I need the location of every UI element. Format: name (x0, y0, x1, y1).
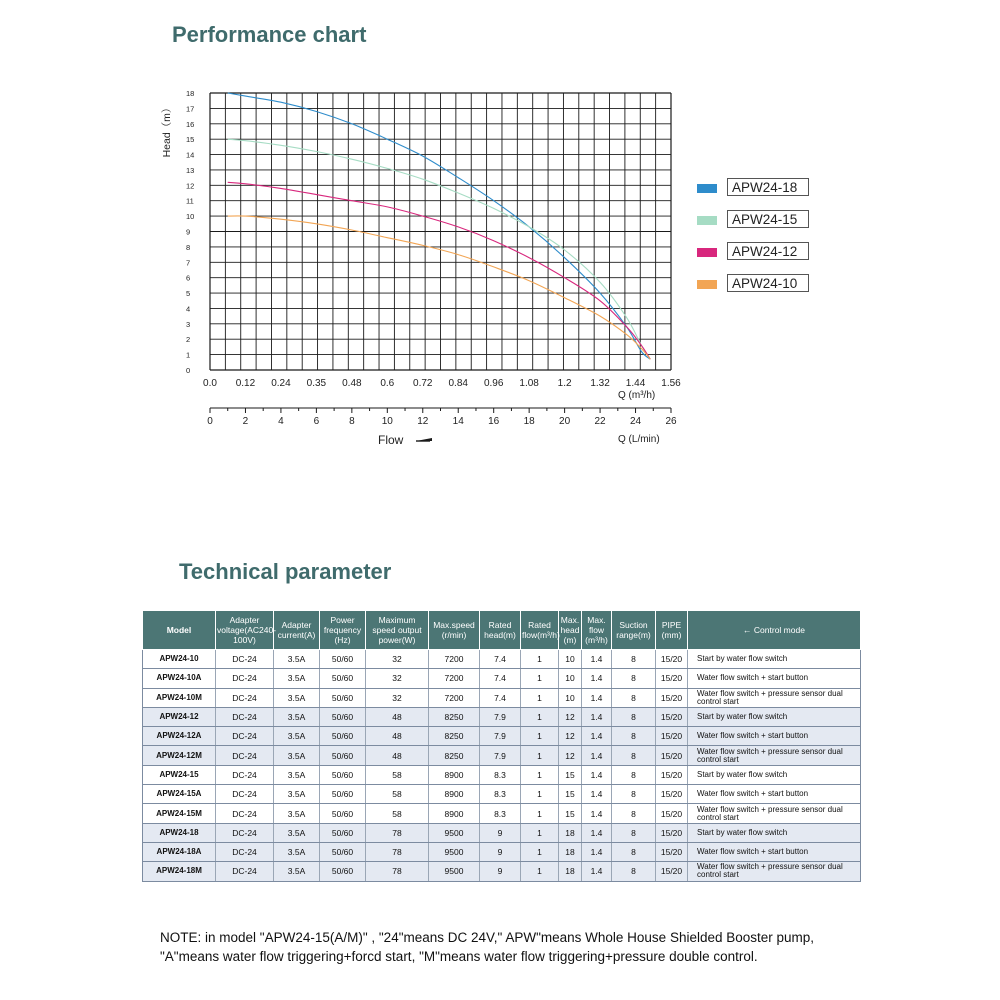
table-cell: 1.4 (582, 842, 612, 861)
table-cell: 50/60 (320, 765, 366, 784)
table-cell: 1.4 (582, 785, 612, 804)
y-tick-label: 15 (186, 135, 195, 145)
table-cell: DC-24 (216, 650, 274, 669)
table-cell: 1 (521, 650, 559, 669)
table-cell: 8250 (429, 727, 480, 746)
table-cell: 10 (559, 650, 582, 669)
table-cell: 1 (521, 765, 559, 784)
table-cell: 50/60 (320, 862, 366, 881)
table-row (143, 650, 861, 669)
x-tick-label: 1.32 (590, 378, 610, 389)
table-cell: 3.5A (274, 804, 320, 823)
secondary-tick-label: 8 (349, 416, 355, 427)
table-cell: DC-24 (216, 842, 274, 861)
table-cell: 1.4 (582, 765, 612, 784)
table-cell: 8 (612, 727, 656, 746)
table-cell: 7200 (429, 688, 480, 707)
secondary-tick-label: 4 (278, 416, 284, 427)
table-cell: 12 (559, 746, 582, 765)
table-cell: DC-24 (216, 823, 274, 842)
table-cell: 1 (521, 707, 559, 726)
table-cell: Water flow switch + start button (688, 727, 861, 746)
table-cell: 7.4 (480, 688, 521, 707)
table-cell: Water flow switch + pressure sensor dual control start (688, 688, 861, 707)
table-cell: 8 (612, 746, 656, 765)
table-cell: 1.4 (582, 804, 612, 823)
table-cell: APW24-12M (143, 746, 216, 765)
table-cell: 9500 (429, 823, 480, 842)
table-cell: 7200 (429, 650, 480, 669)
table-cell: 1 (521, 842, 559, 861)
table-cell: 50/60 (320, 688, 366, 707)
series-line-apw24-12 (228, 182, 651, 359)
secondary-tick-label: 20 (559, 416, 571, 427)
table-cell: 1 (521, 804, 559, 823)
table-cell: 50/60 (320, 804, 366, 823)
y-tick-label: 14 (186, 150, 195, 160)
x-tick-label: 0.12 (235, 378, 256, 389)
table-cell: APW24-12 (143, 707, 216, 726)
legend-label: APW24-10 (727, 274, 809, 292)
y-tick-label: 13 (186, 165, 195, 175)
table-cell: APW24-18A (143, 842, 216, 861)
table-cell: 1 (521, 862, 559, 881)
table-cell: 8 (612, 785, 656, 804)
column-header: Suction range(m) (612, 611, 656, 650)
table-cell: APW24-18 (143, 823, 216, 842)
table-cell: 7.9 (480, 727, 521, 746)
table-cell: 9 (480, 862, 521, 881)
table-cell: 3.5A (274, 727, 320, 746)
x-tick-label: 1.56 (661, 378, 681, 389)
table-cell: 7.9 (480, 746, 521, 765)
table-cell: 3.5A (274, 746, 320, 765)
table-row (143, 862, 861, 881)
secondary-tick-label: 0 (207, 416, 213, 427)
table-cell: 1 (521, 823, 559, 842)
table-cell: 50/60 (320, 650, 366, 669)
column-header: Max. head (m) (559, 611, 582, 650)
x-tick-label: 1.44 (625, 378, 646, 389)
table-cell: 1.4 (582, 862, 612, 881)
table-cell: 8.3 (480, 765, 521, 784)
table-cell: 8250 (429, 707, 480, 726)
model-note (160, 928, 900, 966)
table-cell: 58 (366, 765, 429, 784)
x-tick-label: 0.6 (380, 378, 395, 389)
table-cell: 58 (366, 785, 429, 804)
y-tick-label: 11 (186, 196, 194, 206)
table-cell: 10 (559, 688, 582, 707)
table-cell: 7.9 (480, 707, 521, 726)
table-cell: 1.4 (582, 688, 612, 707)
table-cell: 32 (366, 688, 429, 707)
table-cell: DC-24 (216, 727, 274, 746)
table-cell: 1.4 (582, 650, 612, 669)
table-cell: 8900 (429, 785, 480, 804)
y-tick-label: 5 (186, 289, 191, 299)
table-cell: 3.5A (274, 823, 320, 842)
table-cell: 1 (521, 727, 559, 746)
table-cell: 8 (612, 669, 656, 688)
column-header: Max.speed (r/min) (429, 611, 480, 650)
column-header: PIPE (mm) (656, 611, 688, 650)
table-cell: DC-24 (216, 804, 274, 823)
table-cell: 1 (521, 785, 559, 804)
table-cell: 9500 (429, 862, 480, 881)
secondary-tick-label: 24 (629, 416, 642, 427)
y-tick-label: 9 (186, 227, 191, 237)
series-line-apw24-18 (228, 93, 651, 359)
column-header: Max. flow (m³/h) (582, 611, 612, 650)
table-cell: 1.4 (582, 727, 612, 746)
y-tick-label: 2 (186, 335, 191, 345)
legend-swatch (697, 184, 717, 193)
table-cell: 15/20 (656, 862, 688, 881)
table-cell: 8 (612, 823, 656, 842)
table-cell: Water flow switch + start button (688, 785, 861, 804)
table-cell: 3.5A (274, 650, 320, 669)
column-header: Model (143, 611, 216, 650)
table-row (143, 688, 861, 707)
table-cell: 1 (521, 688, 559, 707)
table-header-row (143, 611, 861, 650)
y-tick-label: 4 (186, 304, 191, 314)
table-cell: 8.3 (480, 785, 521, 804)
flow-label: Flow (378, 433, 404, 447)
table-cell: APW24-10M (143, 688, 216, 707)
table-cell: 32 (366, 650, 429, 669)
y-tick-label: 1 (186, 350, 191, 360)
table-cell: 50/60 (320, 746, 366, 765)
table-cell: 1.4 (582, 746, 612, 765)
table-cell: 18 (559, 823, 582, 842)
x-tick-label: 0.35 (306, 378, 327, 389)
table-cell: 48 (366, 727, 429, 746)
column-header: Rated head(m) (480, 611, 521, 650)
table-cell: 15 (559, 785, 582, 804)
table-cell: Water flow switch + start button (688, 669, 861, 688)
table-cell: 3.5A (274, 765, 320, 784)
column-header: Adapter current(A) (274, 611, 320, 650)
column-header: Power frequency (Hz) (320, 611, 366, 650)
table-cell: 15/20 (656, 746, 688, 765)
x-tick-label: 0.96 (483, 378, 504, 389)
table-row (143, 727, 861, 746)
table-cell: APW24-15M (143, 804, 216, 823)
legend-swatch (697, 248, 717, 257)
table-row (143, 842, 861, 861)
table-cell: 8250 (429, 746, 480, 765)
table-cell: 3.5A (274, 842, 320, 861)
x-tick-label: 1.08 (519, 378, 539, 389)
table-row (143, 785, 861, 804)
table-cell: 15/20 (656, 707, 688, 726)
x-tick-label: 0.72 (413, 378, 433, 389)
x-tick-label: 0.48 (342, 378, 362, 389)
table-cell: APW24-15 (143, 765, 216, 784)
column-header: ← Control mode (688, 611, 861, 650)
table-cell: 18 (559, 842, 582, 861)
table-cell: 1.4 (582, 669, 612, 688)
secondary-tick-label: 2 (242, 416, 249, 427)
table-cell: Start by water flow switch (688, 765, 861, 784)
table-cell: 18 (559, 862, 582, 881)
y-tick-label: 8 (186, 242, 191, 252)
table-cell: 8 (612, 707, 656, 726)
table-cell: 15/20 (656, 727, 688, 746)
table-cell: 15/20 (656, 688, 688, 707)
y-axis-label: Head（m） (161, 102, 173, 158)
table-cell: DC-24 (216, 707, 274, 726)
x-tick-label: 0.84 (448, 378, 468, 389)
table-cell: 1 (521, 746, 559, 765)
table-cell: DC-24 (216, 746, 274, 765)
table-cell: 3.5A (274, 707, 320, 726)
secondary-tick-label: 12 (417, 416, 429, 427)
table-cell: 15/20 (656, 804, 688, 823)
table-cell: 10 (559, 669, 582, 688)
performance-chart-title: Performance chart (172, 22, 367, 47)
table-cell: 15/20 (656, 650, 688, 669)
y-tick-label: 7 (186, 258, 191, 268)
table-cell: 32 (366, 669, 429, 688)
table-cell: Start by water flow switch (688, 823, 861, 842)
table-cell: Start by water flow switch (688, 650, 861, 669)
table-cell: 9500 (429, 842, 480, 861)
table-cell: DC-24 (216, 688, 274, 707)
table-cell: Water flow switch + pressure sensor dual control start (688, 746, 861, 765)
secondary-axis-label: Q (L/min) (618, 434, 660, 445)
table-cell: APW24-12A (143, 727, 216, 746)
table-cell: APW24-10 (143, 650, 216, 669)
table-cell: 15/20 (656, 765, 688, 784)
table-cell: 50/60 (320, 707, 366, 726)
table-row (143, 707, 861, 726)
x-tick-label: 1.2 (557, 378, 572, 389)
table-row (143, 746, 861, 765)
table-cell: 3.5A (274, 669, 320, 688)
legend-label: APW24-18 (727, 178, 809, 196)
table-cell: 50/60 (320, 785, 366, 804)
table-cell: 50/60 (320, 823, 366, 842)
secondary-tick-label: 26 (665, 416, 677, 427)
x-axis-label: Q (m³/h) (618, 390, 656, 401)
table-cell: 7.4 (480, 650, 521, 669)
table-cell: 7200 (429, 669, 480, 688)
table-cell: 15/20 (656, 785, 688, 804)
table-row (143, 823, 861, 842)
table-cell: 12 (559, 707, 582, 726)
technical-parameter-title: Technical parameter (179, 559, 392, 584)
y-tick-label: 3 (186, 319, 191, 329)
table-cell: 8 (612, 650, 656, 669)
table-cell: 48 (366, 746, 429, 765)
table-cell: 78 (366, 823, 429, 842)
table-cell: Water flow switch + pressure sensor dual control start (688, 804, 861, 823)
table-cell: 58 (366, 804, 429, 823)
legend-swatch (697, 280, 717, 289)
table-cell: APW24-10A (143, 669, 216, 688)
note-line-1: NOTE: in model "APW24-15(A/M)" , "24"means DC 24V," APW"means Whole House Shielded Booster pump, (160, 930, 815, 945)
column-header: Maximum speed output power(W) (366, 611, 429, 650)
table-cell: 15/20 (656, 669, 688, 688)
series-line-apw24-10 (228, 216, 651, 359)
secondary-tick-label: 14 (452, 416, 464, 427)
table-cell: 7.4 (480, 669, 521, 688)
legend-swatch (697, 216, 717, 225)
table-cell: Start by water flow switch (688, 707, 861, 726)
y-tick-label: 18 (186, 89, 195, 98)
table-cell: 9 (480, 842, 521, 861)
table-cell: 12 (559, 727, 582, 746)
secondary-tick-label: 22 (594, 416, 606, 427)
table-cell: DC-24 (216, 862, 274, 881)
table-cell: 8 (612, 688, 656, 707)
y-tick-label: 16 (186, 119, 195, 129)
table-cell: Water flow switch + pressure sensor dual control start (688, 862, 861, 881)
technical-parameter-table (142, 610, 861, 882)
table-cell: 8 (612, 765, 656, 784)
legend-label: APW24-15 (727, 210, 809, 228)
x-tick-label: 0.0 (203, 378, 217, 389)
table-cell: 3.5A (274, 862, 320, 881)
note-line-2: "A"means water flow triggering+forcd start, "M"means water flow triggering+pressure double control. (160, 949, 758, 964)
table-cell: 8900 (429, 765, 480, 784)
table-cell: 8 (612, 804, 656, 823)
column-header: Adapter voltage(AC240-100V) (216, 611, 274, 650)
table-cell: 8 (612, 862, 656, 881)
table-cell: 15 (559, 804, 582, 823)
table-cell: 3.5A (274, 785, 320, 804)
secondary-tick-label: 10 (381, 416, 393, 427)
table-cell: DC-24 (216, 765, 274, 784)
table-cell: 48 (366, 707, 429, 726)
legend-label: APW24-12 (727, 242, 809, 260)
table-cell: 15 (559, 765, 582, 784)
secondary-tick-label: 16 (488, 416, 500, 427)
secondary-tick-label: 6 (313, 416, 320, 427)
y-tick-label: 0 (186, 366, 191, 375)
table-cell: APW24-15A (143, 785, 216, 804)
table-cell: 1 (521, 669, 559, 688)
table-cell: 78 (366, 842, 429, 861)
table-cell: 8.3 (480, 804, 521, 823)
table-row (143, 765, 861, 784)
table-cell: 50/60 (320, 669, 366, 688)
table-cell: 3.5A (274, 688, 320, 707)
table-cell: APW24-18M (143, 862, 216, 881)
table-cell: 9 (480, 823, 521, 842)
table-row (143, 804, 861, 823)
table-row (143, 669, 861, 688)
table-cell: Water flow switch + start button (688, 842, 861, 861)
table-cell: 50/60 (320, 727, 366, 746)
table-cell: 1.4 (582, 823, 612, 842)
secondary-tick-label: 18 (523, 416, 535, 427)
table-cell: 15/20 (656, 842, 688, 861)
table-cell: 8 (612, 842, 656, 861)
y-tick-label: 10 (186, 212, 195, 222)
y-tick-label: 6 (186, 273, 191, 283)
table-cell: DC-24 (216, 785, 274, 804)
table-cell: 1.4 (582, 707, 612, 726)
table-cell: 50/60 (320, 842, 366, 861)
table-cell: 78 (366, 862, 429, 881)
table-cell: 15/20 (656, 823, 688, 842)
table-cell: 8900 (429, 804, 480, 823)
y-tick-label: 12 (186, 181, 195, 191)
column-header: Rated flow(m³/h) (521, 611, 559, 650)
y-tick-label: 17 (186, 104, 195, 114)
x-tick-label: 0.24 (271, 378, 291, 389)
table-cell: DC-24 (216, 669, 274, 688)
